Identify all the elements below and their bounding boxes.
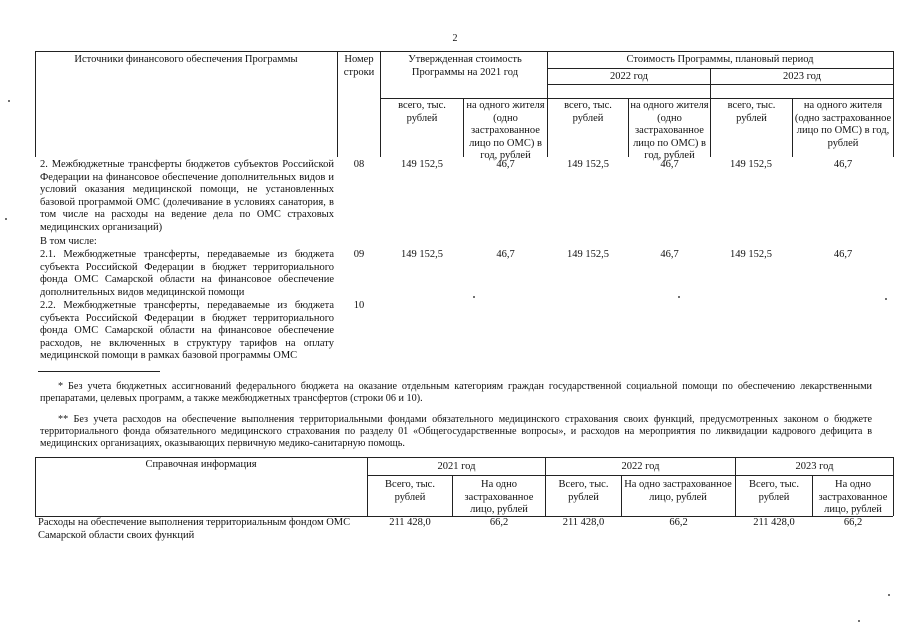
- row-08-2021-per: 46,7: [496, 159, 515, 170]
- ref-header-2022: 2022 год: [621, 461, 660, 472]
- row-08-text: 2. Межбюджетные трансферты бюджетов субъектов Российской Федерации на финансовое обеспечение дополнительных видов и условий оказания медицинской помощи, не установленных базовой программой ОМС (долечивание в условиях санатория, в том числе на расходы на ведение дела по ОМС страховых медицинских организаций): [40, 159, 334, 233]
- ref-header-total-2021: Всего, тыс. рублей: [385, 479, 435, 503]
- ref-header-2021: 2021 год: [437, 461, 476, 472]
- header-sources: Источники финансового обеспечения Программы: [74, 54, 298, 65]
- row-10-number: 10: [353, 300, 365, 311]
- header-total-2023: всего, тыс. рублей: [727, 100, 776, 124]
- header-per-person-2022: на одного жителя (одно застрахованное лицо по ОМС) в год, рублей: [630, 100, 709, 162]
- row-09-2021-per: 46,7: [496, 249, 515, 260]
- row-09-2021-total: 149 152,5: [401, 249, 443, 260]
- header-row-number: Номер строки: [343, 54, 375, 78]
- header-year-2023: 2023 год: [783, 71, 821, 82]
- header-per-person-2023: на одного жителя (одно застрахованное лицо по ОМС) в год, рублей: [794, 100, 892, 149]
- header-total-2021: всего, тыс. рублей: [398, 100, 446, 124]
- row-08-2023-total: 149 152,5: [730, 159, 772, 170]
- footnote-separator: [38, 371, 160, 372]
- ref-header-per-2021: На одно застрахованное лицо, рублей: [464, 479, 534, 516]
- ref-header-per-2022: На одно застрахованное лицо, рублей: [624, 479, 732, 503]
- row-09-2022-total: 149 152,5: [567, 249, 609, 260]
- ref-header-total-2023: Всего, тыс. рублей: [749, 479, 799, 503]
- footnote-2: ** Без учета расходов на обеспечение выполнения территориальными фондами обязательного медицинского страхования своих функций, предусмотренных законом о бюджете территориального фонда обязательного медицинского страхования по разделу 01 «Общегосударственные вопросы», и расходов на мероприятия по ликвидации кадрового дефицита в медицинских организациях, оказывающих первичную медико-санитарную помощь.: [40, 414, 872, 450]
- ref-header-title: Справочная информация: [145, 459, 257, 470]
- ref-row-text: Расходы на обеспечение выполнения территориальным фондом ОМС Самарской области своих функций: [38, 517, 351, 541]
- row-09-number: 09: [353, 249, 365, 260]
- ref-row-2021-total: 211 428,0: [389, 517, 431, 528]
- row-10-text: 2.2. Межбюджетные трансферты, передаваемые из бюджета субъекта Российской Федерации в бюджет территориального фонда ОМС Самарской области на финансовое обеспечение расходов, не включенных в структуру тарифов на оплату медицинской помощи в рамках базовой программы ОМС: [40, 300, 334, 362]
- row-09-text: 2.1. Межбюджетные трансферты, передаваемые из бюджета субъекта Российской Федерации в бюджет территориального фонда ОМС Самарской области на финансовое обеспечение дополнительных видов медицинской помощи: [40, 249, 334, 298]
- header-approved-cost: Утвержденная стоимость Программы на 2021 год: [408, 54, 522, 78]
- header-total-2022: всего, тыс. рублей: [564, 100, 612, 124]
- ref-header-per-2023: На одно застрахованное лицо, рублей: [818, 479, 888, 516]
- ref-row-2022-total: 211 428,0: [562, 517, 605, 528]
- row-08-2022-per: 46,7: [660, 159, 679, 170]
- row-08-2023-per: 46,7: [833, 159, 853, 170]
- header-per-person-2021: на одного жителя (одно застрахованное лицо по ОМС) в год, рублей: [466, 100, 545, 162]
- row-08-number: 08: [353, 159, 365, 170]
- row-09-2023-per: 46,7: [833, 249, 853, 260]
- row-09-2022-per: 46,7: [660, 249, 679, 260]
- row-08-2022-total: 149 152,5: [567, 159, 609, 170]
- row-08-2021-total: 149 152,5: [401, 159, 443, 170]
- ref-row-2023-per: 66,2: [843, 517, 863, 528]
- ref-row-2023-total: 211 428,0: [753, 517, 795, 528]
- ref-header-total-2022: Всего, тыс. рублей: [558, 479, 609, 503]
- header-year-2022: 2022 год: [610, 71, 648, 82]
- ref-row-2022-per: 66,2: [669, 517, 688, 528]
- page-number: 2: [452, 33, 458, 44]
- row-09-prefix: В том числе:: [40, 236, 97, 247]
- header-planned-cost: Стоимость Программы, плановый период: [626, 54, 814, 65]
- row-09-2023-total: 149 152,5: [730, 249, 772, 260]
- ref-header-2023: 2023 год: [795, 461, 834, 472]
- ref-row-2021-per: 66,2: [489, 517, 509, 528]
- footnote-1: * Без учета бюджетных ассигнований федерального бюджета на оказание отдельным категориям граждан государственной социальной помощи по обеспечению лекарственными препаратами, целевых программ, а также межбюджетных трансфертов (строки 06 и 10).: [40, 381, 872, 405]
